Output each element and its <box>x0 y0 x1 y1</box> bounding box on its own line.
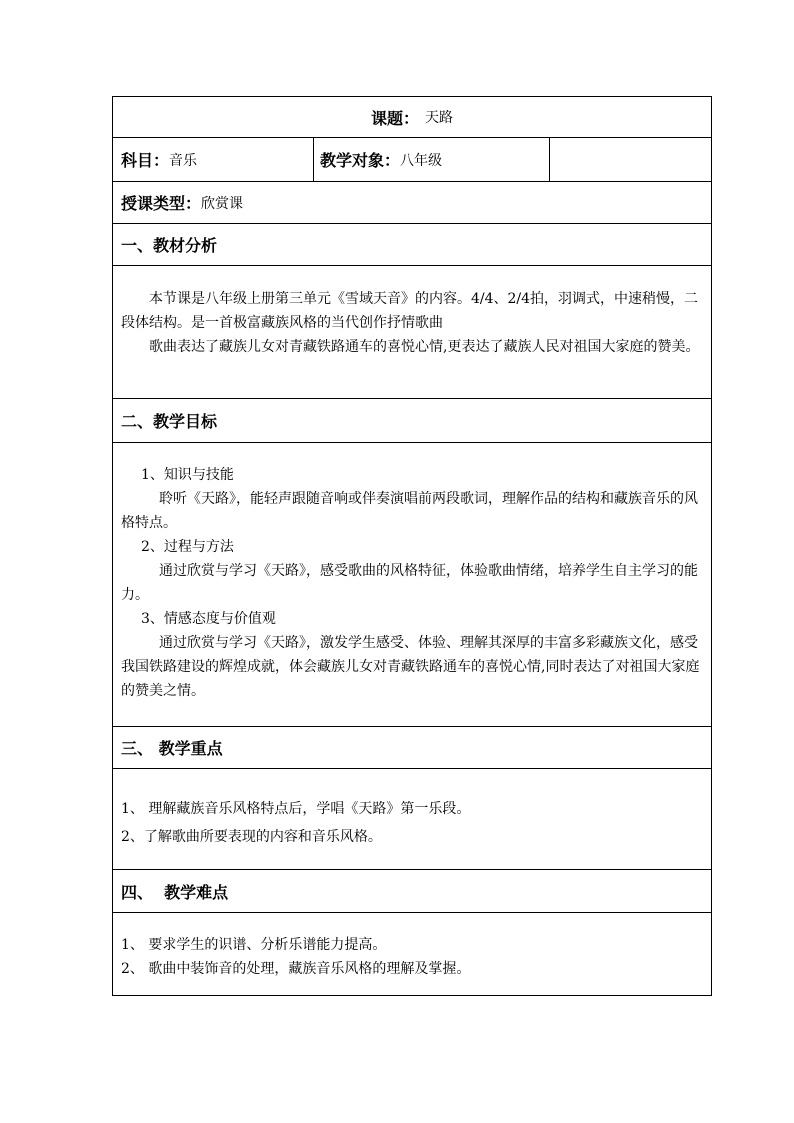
difficulty-2: 2、 歌曲中装饰音的处理，藏族音乐风格的理解及掌握。 <box>121 961 471 977</box>
section2-body-row <box>113 443 711 727</box>
section1-paragraph-1: 本节课是八年级上册第三单元《雪域天音》的内容。4/4、2/4拍，羽调式，中速稍慢，二段体结构。是一首极富藏族风格的当代创作抒情歌曲 <box>121 291 699 331</box>
title-value: 天路 <box>425 110 453 126</box>
section3-body <box>121 795 703 851</box>
difficulty-1: 1、 要求学生的识谱、分析乐谱能力提高。 <box>121 937 387 953</box>
section4-heading-cell <box>113 870 711 912</box>
section4-body-row <box>113 913 711 995</box>
goal-1-text: 聆听《天路》，能轻声跟随音响或伴奏演唱前两段歌词，理解作品的结构和藏族音乐的风格特点。 <box>121 491 698 531</box>
type-cell <box>113 182 711 223</box>
subject-label: 科目： <box>121 151 170 170</box>
empty-cell <box>550 138 711 181</box>
section1-heading: 一、教材分析 <box>121 236 218 255</box>
subject-value: 音乐 <box>169 152 198 169</box>
section3-body-row <box>113 769 711 870</box>
goal-3-title: 3、情感态度与价值观 <box>141 611 276 627</box>
section4-heading-row <box>113 870 711 913</box>
section2-heading-row <box>113 399 711 443</box>
info-row <box>113 138 711 182</box>
section1-body <box>121 287 703 359</box>
target-label: 教学对象： <box>320 151 401 170</box>
section4-body <box>121 933 703 981</box>
title-label: 课题： <box>370 108 419 128</box>
section1-body-row <box>113 266 711 399</box>
goal-1-title: 1、知识与技能 <box>141 467 234 483</box>
type-label: 授课类型： <box>121 194 202 213</box>
section4-heading: 四、 教学难点 <box>121 882 229 902</box>
section1-heading-row <box>113 224 711 266</box>
section3-heading: 三、 教学重点 <box>121 739 223 758</box>
goal-2-text: 通过欣赏与学习《天路》，感受歌曲的风格特征，体验歌曲情绪，培养学生自主学习的能力。 <box>121 563 698 603</box>
section2-body <box>121 463 703 703</box>
type-value: 欣赏课 <box>201 195 244 212</box>
section1-heading-cell <box>113 224 711 265</box>
title-cell <box>113 97 711 137</box>
title-row <box>113 97 711 138</box>
key-point-1: 1、 理解藏族音乐风格特点后，学唱《天路》第一乐段。 <box>121 801 471 817</box>
subject-cell <box>113 138 314 181</box>
section3-heading-cell <box>113 727 711 768</box>
lesson-plan-table <box>112 96 712 996</box>
goal-3-text: 通过欣赏与学习《天路》，激发学生感受、体验、理解其深厚的丰富多彩藏族文化，感受我国铁路建设的辉煌成就，体会藏族儿女对青藏铁路通车的喜悦心情,同时表达了对祖国大家庭的赞美之情。 <box>121 635 700 699</box>
section3-heading-row <box>113 727 711 769</box>
target-cell <box>314 138 550 181</box>
target-value: 八年级 <box>400 152 443 169</box>
section2-heading-cell <box>113 399 711 442</box>
section1-paragraph-2: 歌曲表达了藏族儿女对青藏铁路通车的喜悦心情,更表达了藏族人民对祖国大家庭的赞美。 <box>149 339 700 355</box>
key-point-2: 2、了解歌曲所要表现的内容和音乐风格。 <box>121 829 382 845</box>
section2-heading: 二、教学目标 <box>121 412 218 431</box>
goal-2-title: 2、过程与方法 <box>141 539 234 555</box>
type-row <box>113 182 711 224</box>
